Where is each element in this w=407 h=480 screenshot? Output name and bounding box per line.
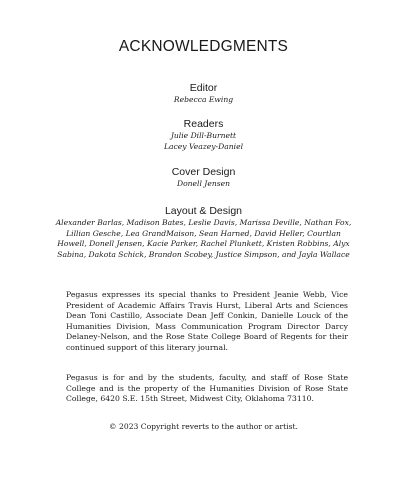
page-title: ACKNOWLEDGMENTS bbox=[118, 38, 289, 55]
cover-design-section bbox=[0, 166, 407, 190]
layout-design-section bbox=[0, 205, 407, 260]
section-heading-layout-design: Layout & Design bbox=[164, 205, 243, 217]
ownership-paragraph: Pegasus is for and by the students, faculty, and staff of Rose State College and is the property of the Humanities Division of Rose State College, 6420 S.E. 15th Street, Midwest City, Oklahoma 73110. bbox=[66, 373, 348, 404]
section-heading-cover-design: Cover Design bbox=[171, 166, 236, 178]
section-heading-readers: Readers bbox=[183, 118, 224, 130]
name-item: Julie Dill-Burnett bbox=[170, 131, 237, 140]
thanks-paragraph: Pegasus expresses its special thanks to President Jeanie Webb, Vice President of Academic Affairs Travis Hurst, Liberal Arts and Sciences Dean Toni Castillo, Associate Dean Jeff Conkin, Danielle Louck of the Humanities Division, Mass Communication Program Director Darcy Delaney-Nelson, and the Rose State College Board of Regents for their continued support of this literary journal. bbox=[66, 290, 348, 352]
section-heading-editor: Editor bbox=[189, 82, 218, 94]
cover-design-names bbox=[0, 179, 407, 190]
name-item: Rebecca Ewing bbox=[173, 95, 234, 104]
copyright-notice: © 2023 Copyright reverts to the author or artist. bbox=[109, 422, 298, 431]
layout-design-names: Alexander Barlas, Madison Bates, Leslie Davis, Marissa Deville, Nathan Fox, Lillian Gesche, Lea GrandMaison, Sean Harned, David Heller, Courtlan Howell, Donell Jensen, Kacie Parker, Rachel Plunkett, Kristen Robbins, Alyx Sabina, Dakota Schick, Brandon Scobey, Justice Simpson, and Jayla Wallace bbox=[55, 218, 352, 259]
readers-section bbox=[0, 118, 407, 152]
readers-names bbox=[0, 131, 407, 152]
editor-names bbox=[0, 95, 407, 106]
name-item: Donell Jensen bbox=[176, 179, 231, 188]
name-item: Lacey Veazey-Daniel bbox=[163, 141, 244, 151]
editor-section bbox=[0, 82, 407, 106]
